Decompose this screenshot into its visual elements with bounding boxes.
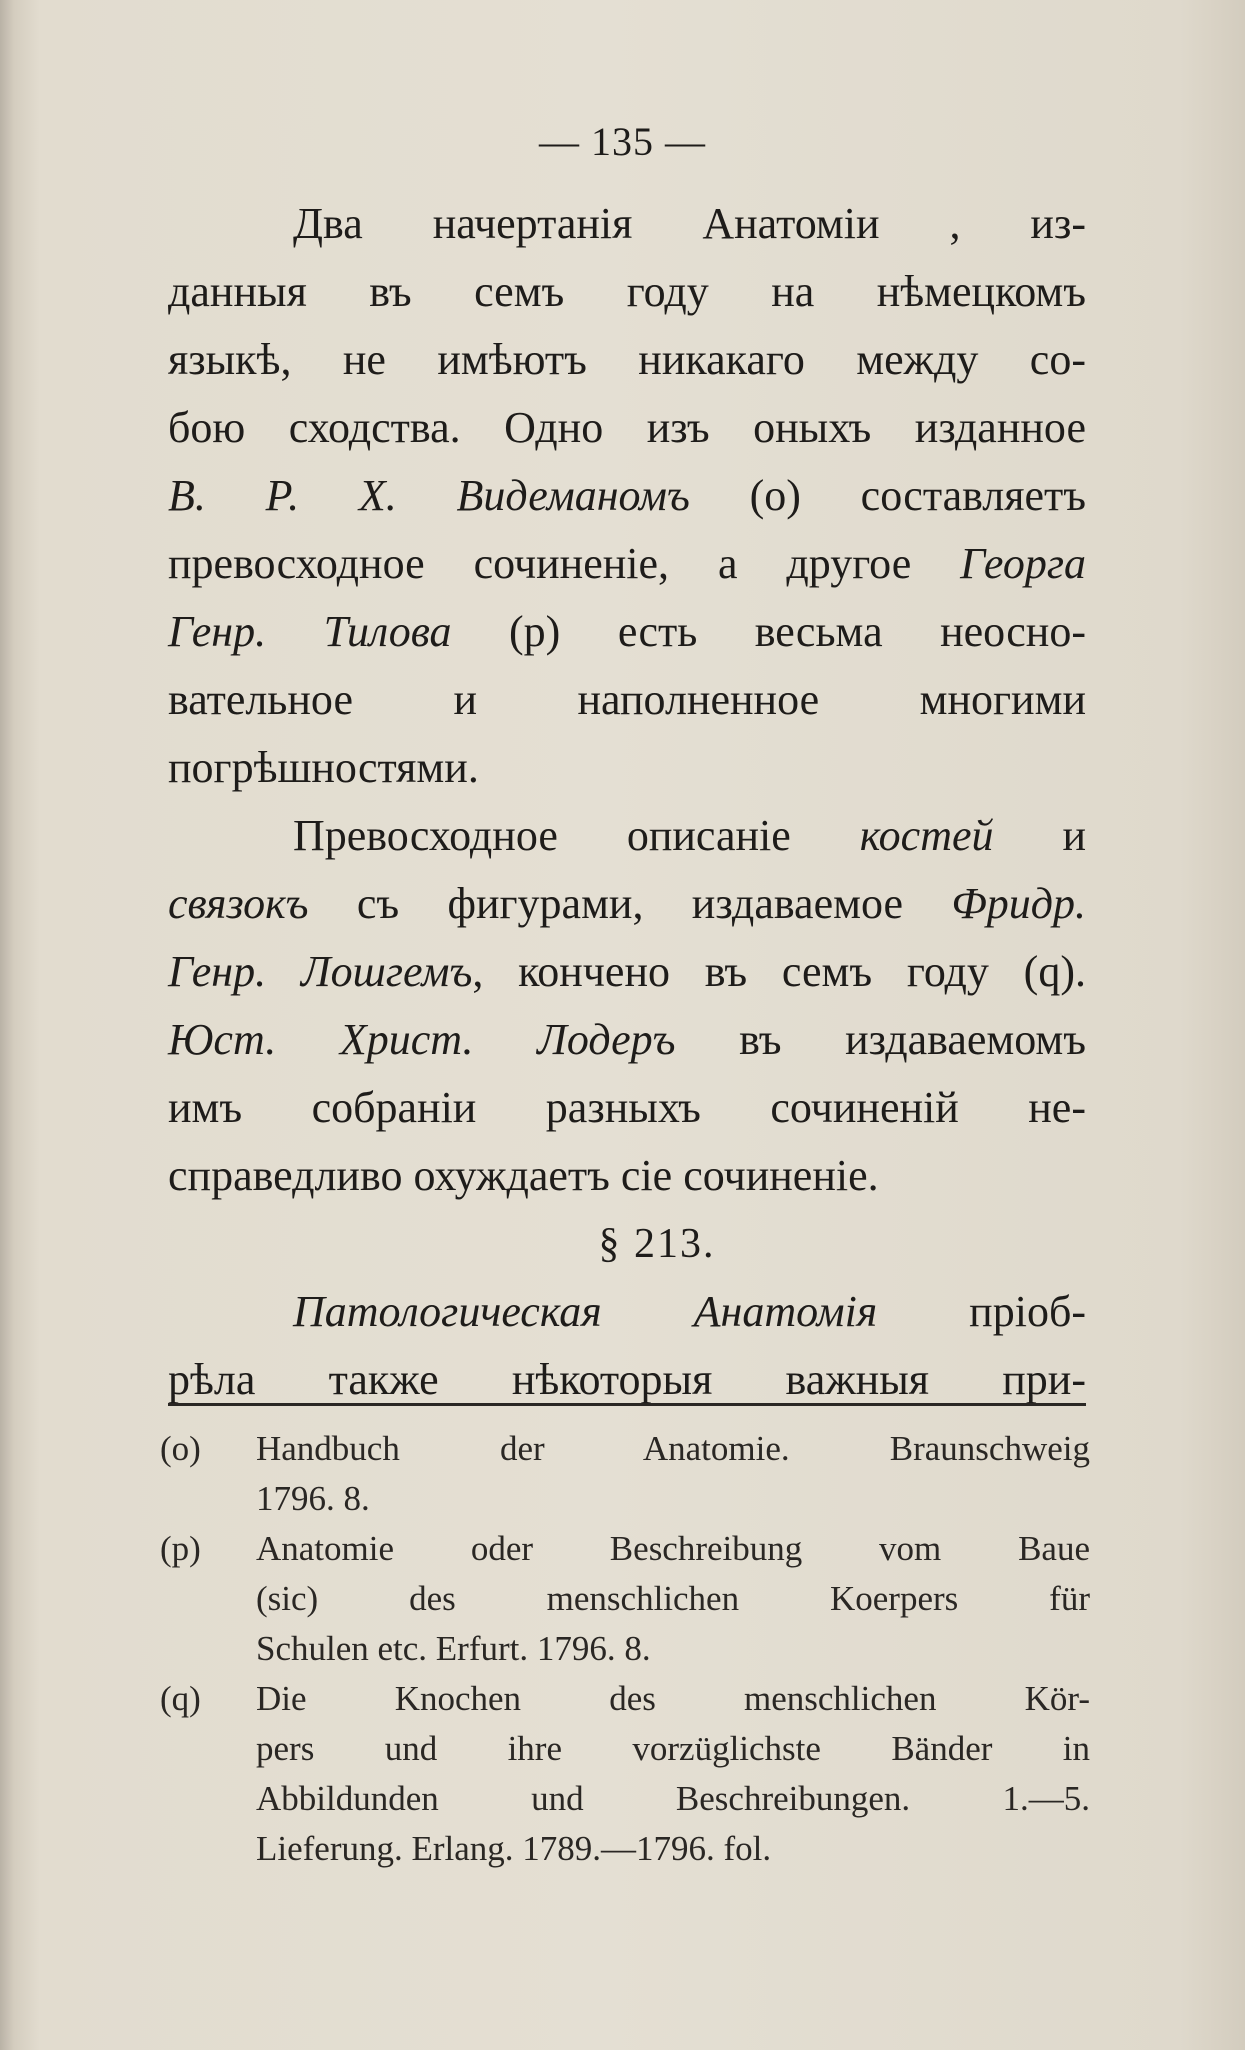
text-fragment: Превосходное описаніе <box>293 811 860 860</box>
text-line <box>168 598 1086 666</box>
footnote-line: pers und ihre vorzüglichste Bänder in <box>256 1729 1090 1768</box>
footnote-p <box>160 1524 1090 1674</box>
footnote-line: Handbuch der Anatomie. Braunschweig <box>256 1429 1090 1468</box>
text-line: рѣла также нѣкоторыя важныя при- <box>168 1355 1086 1404</box>
author-name: Фридр. <box>951 879 1086 928</box>
text-fragment: пріоб- <box>877 1287 1086 1336</box>
text-fragment: въ издаваемомъ <box>675 1015 1086 1064</box>
footnote-line: Anatomie oder Beschreibung vom Baue <box>256 1529 1090 1568</box>
footnote-line: Schulen etc. Erfurt. 1796. 8. <box>256 1629 651 1668</box>
footnote-divider <box>168 1403 1086 1406</box>
emphasis: Патологическая Анатомія <box>293 1287 878 1336</box>
text-line <box>168 1278 1086 1346</box>
author-name: Генр. Лошгемъ <box>168 947 473 996</box>
text-line <box>168 1006 1086 1074</box>
footnote-text <box>256 1524 1090 1674</box>
footnote-mark: (q) <box>160 1679 201 1718</box>
paragraph-pathological-anatomy <box>168 1278 1086 1414</box>
footnote-line: Die Knochen des menschlichen Kör- <box>256 1679 1090 1718</box>
author-name: Юст. Христ. Лодеръ <box>168 1015 676 1064</box>
footnote-mark: (p) <box>160 1529 201 1568</box>
text-fragment: съ фигурами, издаваемое <box>308 879 952 928</box>
footnote-o <box>160 1424 1090 1524</box>
footnote-line: (sic) des menschlichen Koerpers für <box>256 1579 1090 1618</box>
text-line <box>168 870 1086 938</box>
author-name: Генр. Тилова <box>168 607 452 656</box>
author-name: В. Р. Х. Видеманомъ <box>168 471 690 520</box>
text-line: данныя въ семъ году на нѣмецкомъ <box>168 267 1086 316</box>
text-line: Два начертанія Анатоміи , из- <box>293 199 1086 248</box>
footnote-line: Abbildunden und Beschreibungen. 1.—5. <box>256 1779 1090 1818</box>
text-line <box>168 938 1086 1006</box>
footnote-mark: (o) <box>160 1429 201 1468</box>
footnote-line: Lieferung. Erlang. 1789.—1796. fol. <box>256 1829 772 1868</box>
emphasis: костей <box>859 811 994 860</box>
main-text <box>168 190 1086 1414</box>
paragraph-anatomy-handbooks <box>168 190 1086 802</box>
footnotes <box>160 1424 1090 1874</box>
text-line: вательное и наполненное многими <box>168 675 1086 724</box>
paragraph-bones-ligaments <box>168 802 1086 1210</box>
footnote-q <box>160 1674 1090 1874</box>
text-fragment: (о) составляетъ <box>689 471 1087 520</box>
author-name: Георга <box>960 539 1086 588</box>
text-line <box>168 462 1086 530</box>
footnote-line: 1796. 8. <box>256 1479 370 1518</box>
text-line <box>168 530 1086 598</box>
footnote-text <box>256 1424 1090 1524</box>
page-number: — 135 — <box>539 119 706 164</box>
text-fragment: и <box>993 811 1087 860</box>
text-fragment: , кончено въ семъ году (q). <box>472 947 1086 996</box>
text-fragment: превосходное сочиненіе, а другое <box>168 539 961 588</box>
text-line: языкѣ, не имѣютъ никакаго между со- <box>168 335 1086 384</box>
text-line <box>168 802 1086 870</box>
text-line: бою сходства. Одно изъ оныхъ изданное <box>168 403 1086 452</box>
footnote-text <box>256 1674 1090 1874</box>
text-line: погрѣшностями. <box>168 743 479 792</box>
emphasis: связокъ <box>168 879 309 928</box>
text-line: имъ собраніи разныхъ сочиненій не- <box>168 1083 1086 1132</box>
section-heading: § 213. <box>598 1221 716 1267</box>
text-line: справедливо охуждаетъ сіе сочиненіе. <box>168 1151 879 1200</box>
text-fragment: (р) есть весьма неосно- <box>451 607 1087 656</box>
